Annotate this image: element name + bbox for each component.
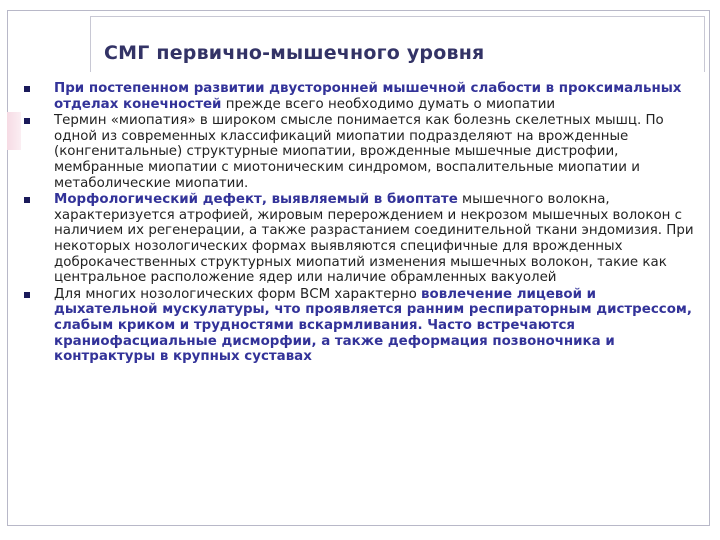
square-bullet-icon bbox=[24, 292, 30, 298]
square-bullet-icon bbox=[24, 197, 30, 203]
bullet-item-2 bbox=[24, 113, 700, 191]
bullet-4-text: Для многих нозологических форм ВСМ характерно bbox=[54, 286, 422, 302]
bullet-4-highlight: вовлечение лицевой и дыхательной мускулатуры, что проявляется ранним респираторным дистрессом, слабым криком и трудностями вскармливания. Часто встречаются краниофасциальные дисморфии, а также деформация позвоночника и контрактуры в крупных суставах bbox=[54, 286, 692, 365]
decorative-accent bbox=[7, 112, 21, 150]
bullet-2-text: Термин «миопатия» в широком смысле понимается как болезнь скелетных мышц. По одной из современных классификаций миопатии подразделяют на врожденные (конгенитальные) структурные миопатии, врожденные мышечные дистрофии, мембранные миопатии с миотоническим синдромом, воспалительные миопатии и метаболические миопатии. bbox=[54, 113, 664, 191]
slide-title: СМГ первично-мышечного уровня bbox=[104, 42, 485, 64]
bullet-item-3 bbox=[24, 192, 700, 286]
bullet-1-text: прежде всего необходимо думать о миопатии bbox=[221, 96, 556, 112]
bullet-item-1 bbox=[24, 81, 700, 112]
bullet-item-4 bbox=[24, 287, 700, 365]
bullet-3-highlight: Морфологический дефект, выявляемый в биоптате bbox=[54, 192, 458, 208]
bullet-1-highlight: При постепенном развитии двусторонней мышечной слабости в проксимальных отделах конечностей bbox=[54, 81, 682, 112]
bullet-list bbox=[24, 81, 700, 365]
square-bullet-icon bbox=[24, 86, 30, 92]
square-bullet-icon bbox=[24, 118, 30, 124]
bullet-3-text: мышечного волокна, характеризуется атрофией, жировым перерождением и некрозом мышечных волокон с наличием их регенерации, а также разрастанием соединительной ткани эндомизия. При некоторых нозологических формах выявляются специфичные для врожденных доброкачественных структурных миопатий изменения мышечных волокон, такие как центральное расположение ядер или наличие обрамленных вакуолей bbox=[54, 192, 694, 286]
